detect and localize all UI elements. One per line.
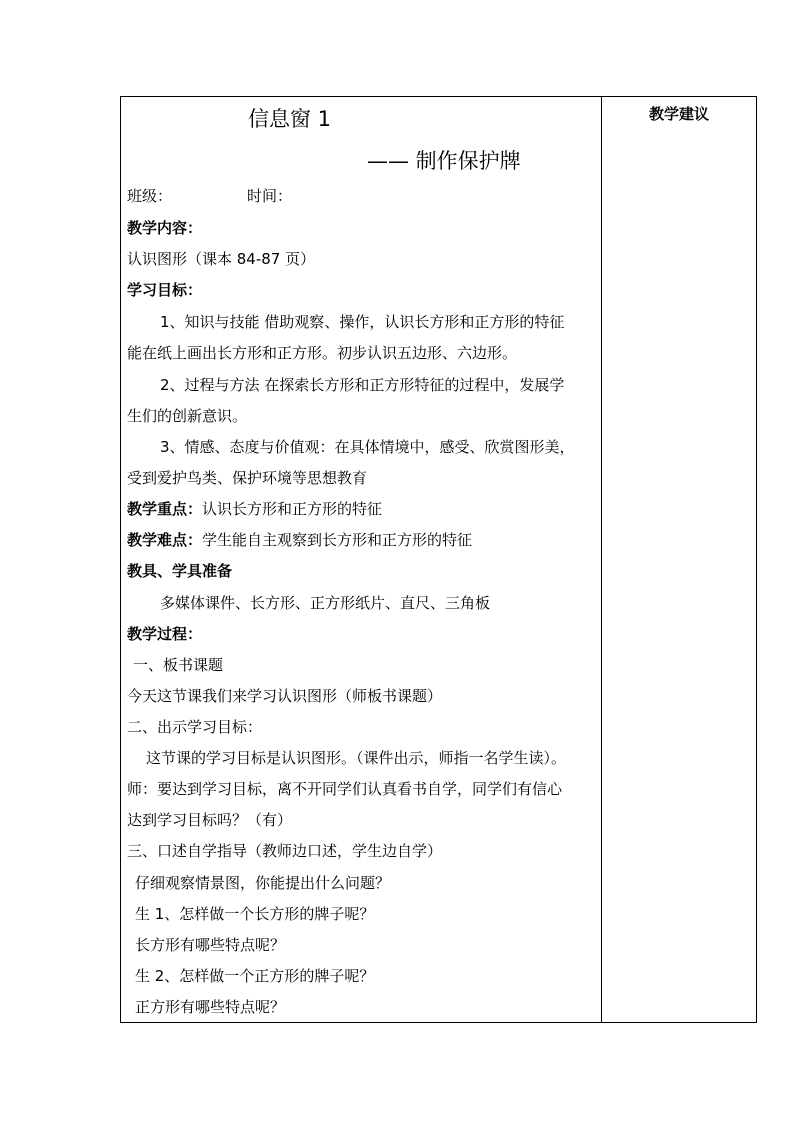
goal3-line1: 3、情感、态度与价值观：在具体情境中，感受、欣赏图形美， xyxy=(160,438,575,456)
goal3-line2: 受到爱护鸟类、保护环境等思想教育 xyxy=(127,469,368,487)
goal1-line2: 能在纸上画出长方形和正方形。初步认识五边形、六边形。 xyxy=(127,344,518,362)
teaching-suggestions-column xyxy=(602,97,756,1022)
lesson-title: 信息窗 1 xyxy=(248,107,332,131)
difficult-point-label: 教学难点： xyxy=(127,531,203,549)
step2-line1: 这节课的学习目标是认识图形。（课件出示，师指一名学生读）。 xyxy=(146,749,567,767)
goal2-line1: 2、过程与方法 在探索长方形和正方形特征的过程中，发展学 xyxy=(160,376,565,394)
goals-heading: 学习目标： xyxy=(127,281,203,299)
teaching-suggestions-heading: 教学建议 xyxy=(648,105,709,123)
lesson-content-column xyxy=(121,97,601,1022)
key-point xyxy=(127,499,382,519)
difficult-point xyxy=(127,530,472,550)
step1-text: 今天这节课我们来学习认识图形（师板书课题） xyxy=(127,687,443,705)
question-3: 长方形有哪些特点呢？ xyxy=(135,936,286,954)
goal1-line1: 1、知识与技能 借助观察、操作，认识长方形和正方形的特征 xyxy=(160,313,565,331)
step2-line3: 达到学习目标吗？（有） xyxy=(127,811,293,829)
content-text: 认识图形（课本 84-87 页） xyxy=(127,250,316,268)
time-label: 时间： xyxy=(247,187,293,205)
question-4: 生 2、怎样做一个正方形的牌子呢？ xyxy=(135,967,375,985)
key-point-label: 教学重点： xyxy=(127,500,203,518)
key-point-text: 认识长方形和正方形的特征 xyxy=(202,500,383,518)
process-heading: 教学过程： xyxy=(127,625,203,643)
step2-heading: 二、出示学习目标： xyxy=(127,718,263,736)
step1-heading: 一、板书课题 xyxy=(133,656,224,674)
step3-heading: 三、口述自学指导（教师边口述，学生边自学） xyxy=(127,842,443,860)
content-heading: 教学内容： xyxy=(127,219,203,237)
question-2: 生 1、怎样做一个长方形的牌子呢？ xyxy=(135,905,375,923)
goal2-line2: 生们的创新意识。 xyxy=(127,407,248,425)
lesson-subtitle: —— 制作保护牌 xyxy=(367,149,521,173)
tools-heading: 教具、学具准备 xyxy=(127,562,233,580)
tools-text: 多媒体课件、长方形、正方形纸片、直尺、三角板 xyxy=(160,594,491,612)
lesson-plan-table xyxy=(120,96,757,1023)
step2-line2: 师：要达到学习目标，离不开同学们认真看书自学，同学们有信心 xyxy=(127,780,563,798)
class-label: 班级： xyxy=(127,187,173,205)
difficult-point-text: 学生能自主观察到长方形和正方形的特征 xyxy=(202,531,473,549)
question-5: 正方形有哪些特点呢？ xyxy=(135,998,286,1016)
question-1: 仔细观察情景图，你能提出什么问题？ xyxy=(135,874,391,892)
